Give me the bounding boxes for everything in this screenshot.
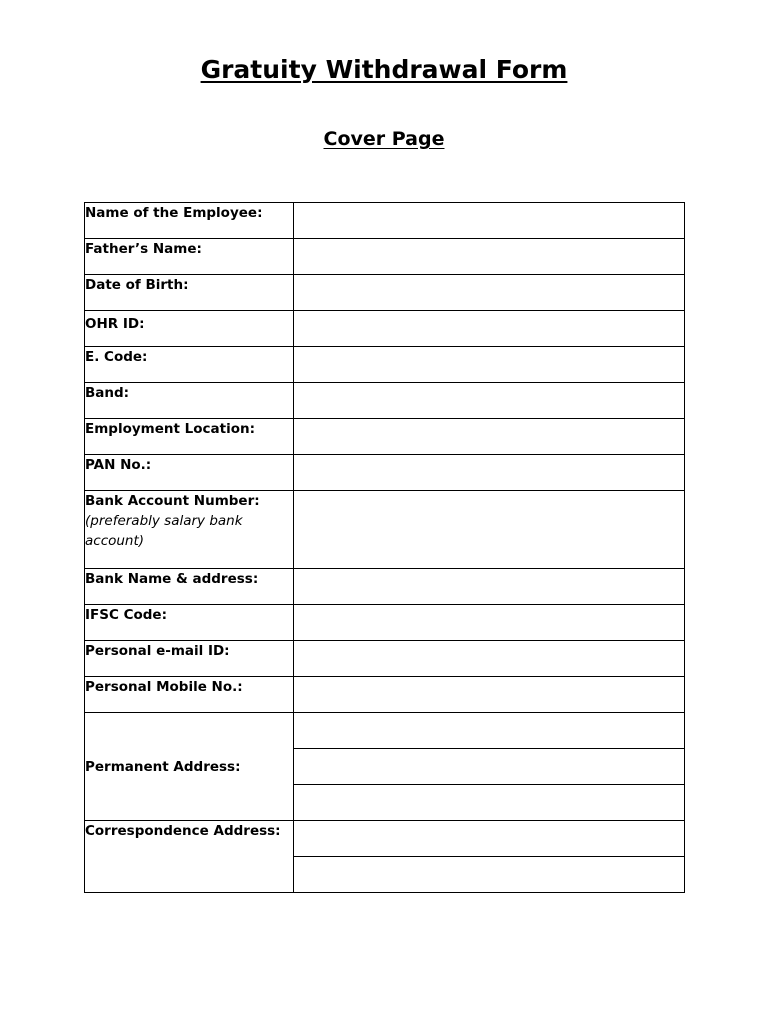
e-code-field[interactable]: [294, 347, 685, 383]
correspondence-address-line-1[interactable]: [294, 821, 685, 857]
correspondence-address-line-2[interactable]: [294, 857, 685, 893]
personal-mobile-field[interactable]: [294, 677, 685, 713]
table-row: [85, 347, 685, 383]
band-field[interactable]: [294, 383, 685, 419]
permanent-address-line-2[interactable]: [294, 749, 685, 785]
personal-email-field[interactable]: [294, 641, 685, 677]
permanent-address-line-1[interactable]: [294, 713, 685, 749]
table-row: [85, 203, 685, 239]
bank-account-label: Bank Account Number:: [85, 493, 260, 509]
table-row: [85, 419, 685, 455]
permanent-address-line-3[interactable]: [294, 785, 685, 821]
e-code-label: E. Code:: [85, 347, 294, 383]
bank-name-address-field[interactable]: [294, 569, 685, 605]
table-row: [85, 569, 685, 605]
table-row: [85, 383, 685, 419]
bank-account-field[interactable]: [294, 491, 685, 569]
table-row: [85, 275, 685, 311]
father-name-field[interactable]: [294, 239, 685, 275]
father-name-label: Father’s Name:: [85, 239, 294, 275]
employee-name-label: Name of the Employee:: [85, 203, 294, 239]
employment-location-label: Employment Location:: [85, 419, 294, 455]
employment-location-field[interactable]: [294, 419, 685, 455]
permanent-address-label: Permanent Address:: [85, 713, 294, 821]
bank-name-address-label: Bank Name & address:: [85, 569, 294, 605]
pan-number-label: PAN No.:: [85, 455, 294, 491]
table-row: [85, 491, 685, 569]
table-row: [85, 605, 685, 641]
table-row: [85, 455, 685, 491]
ohr-id-field[interactable]: [294, 311, 685, 347]
ifsc-code-label: IFSC Code:: [85, 605, 294, 641]
cover-page-subtitle: Cover Page: [323, 128, 445, 150]
form-title: Gratuity Withdrawal Form: [200, 55, 568, 84]
bank-account-label-cell: [85, 491, 294, 569]
table-row: [85, 713, 685, 749]
table-row: [85, 821, 685, 857]
personal-mobile-label: Personal Mobile No.:: [85, 677, 294, 713]
correspondence-address-label: Correspondence Address:: [85, 821, 294, 893]
date-of-birth-field[interactable]: [294, 275, 685, 311]
employee-details-table: [84, 202, 685, 893]
pan-number-field[interactable]: [294, 455, 685, 491]
date-of-birth-label: Date of Birth:: [85, 275, 294, 311]
table-row: [85, 641, 685, 677]
employee-name-field[interactable]: [294, 203, 685, 239]
bank-account-note: (preferably salary bank account): [85, 513, 243, 549]
ifsc-code-field[interactable]: [294, 605, 685, 641]
table-row: [85, 239, 685, 275]
ohr-id-label: OHR ID:: [85, 311, 294, 347]
personal-email-label: Personal e-mail ID:: [85, 641, 294, 677]
table-row: [85, 311, 685, 347]
band-label: Band:: [85, 383, 294, 419]
table-row: [85, 677, 685, 713]
